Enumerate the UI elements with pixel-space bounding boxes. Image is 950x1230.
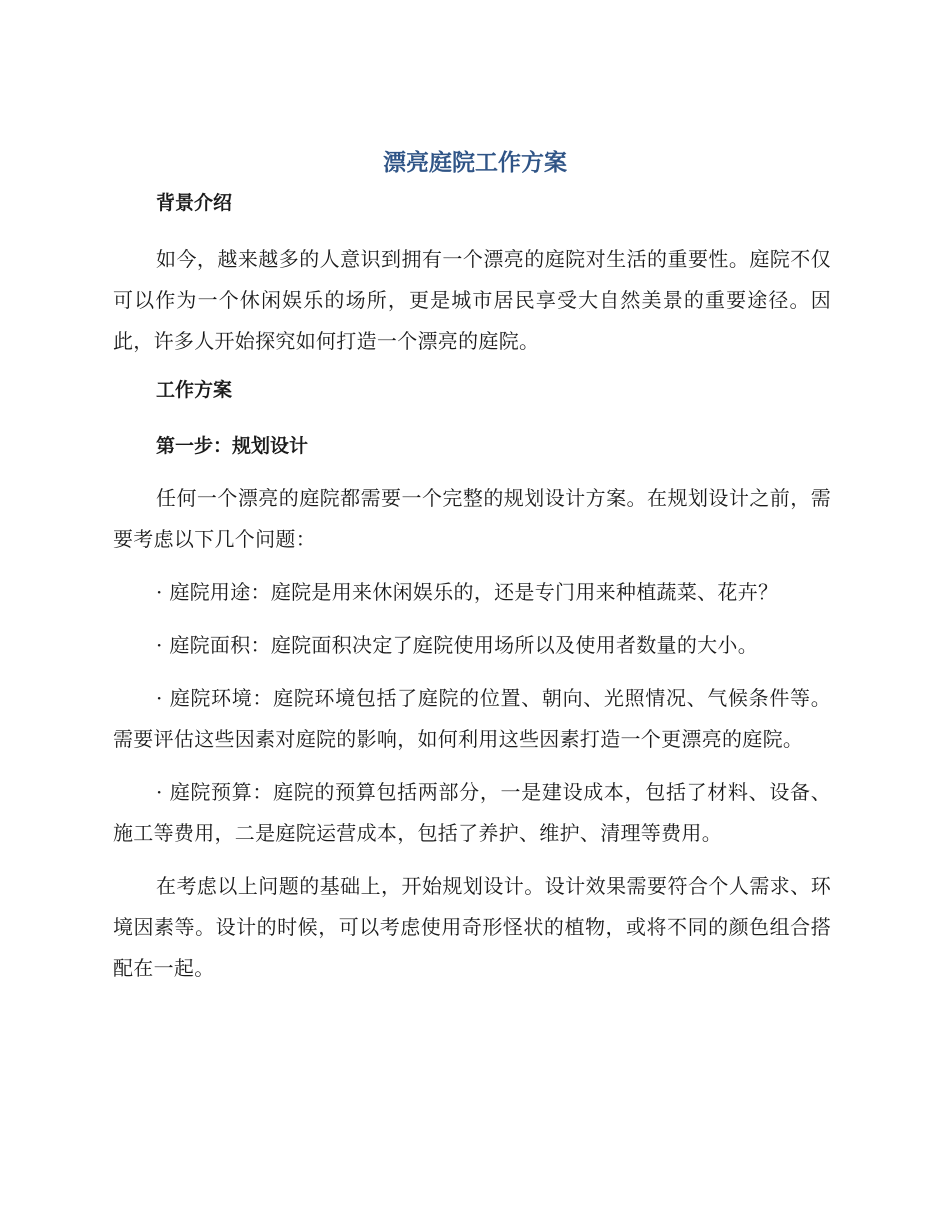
bullet-item-area: · 庭院面积：庭院面积决定了庭院使用场所以及使用者数量的大小。 xyxy=(156,633,759,657)
bullet-item-environment: · 庭院环境：庭院环境包括了庭院的位置、朝向、光照情况、气候条件等。需要评估这些因素对庭院的影响，如何利用这些因素打造一个更漂亮的庭院。 xyxy=(113,686,831,751)
step1-intro-paragraph: 任何一个漂亮的庭院都需要一个完整的规划设计方案。在规划设计之前，需要考虑以下几个问题： xyxy=(113,486,831,551)
document-body xyxy=(113,188,831,989)
background-paragraph: 如今，越来越多的人意识到拥有一个漂亮的庭院对生活的重要性。庭院不仅可以作为一个休闲娱乐的场所，更是城市居民享受大自然美景的重要途径。因此，许多人开始探究如何打造一个漂亮的庭院。 xyxy=(113,247,831,353)
bullet-item-budget: · 庭院预算：庭院的预算包括两部分，一是建设成本，包括了材料、设备、施工等费用，二是庭院运营成本，包括了养护、维护、清理等费用。 xyxy=(113,780,831,845)
step1-heading: 第一步：规划设计 xyxy=(156,435,309,457)
step1-conclusion-paragraph: 在考虑以上问题的基础上，开始规划设计。设计效果需要符合个人需求、环境因素等。设计的时候，可以考虑使用奇形怪状的植物，或将不同的颜色组合搭配在一起。 xyxy=(113,874,831,980)
background-heading: 背景介绍 xyxy=(156,192,233,214)
document-title: 漂亮庭院工作方案 xyxy=(383,150,567,176)
plan-heading: 工作方案 xyxy=(156,379,233,401)
bullet-item-usage: · 庭院用途：庭院是用来休闲娱乐的，还是专门用来种植蔬菜、花卉？ xyxy=(156,580,779,604)
